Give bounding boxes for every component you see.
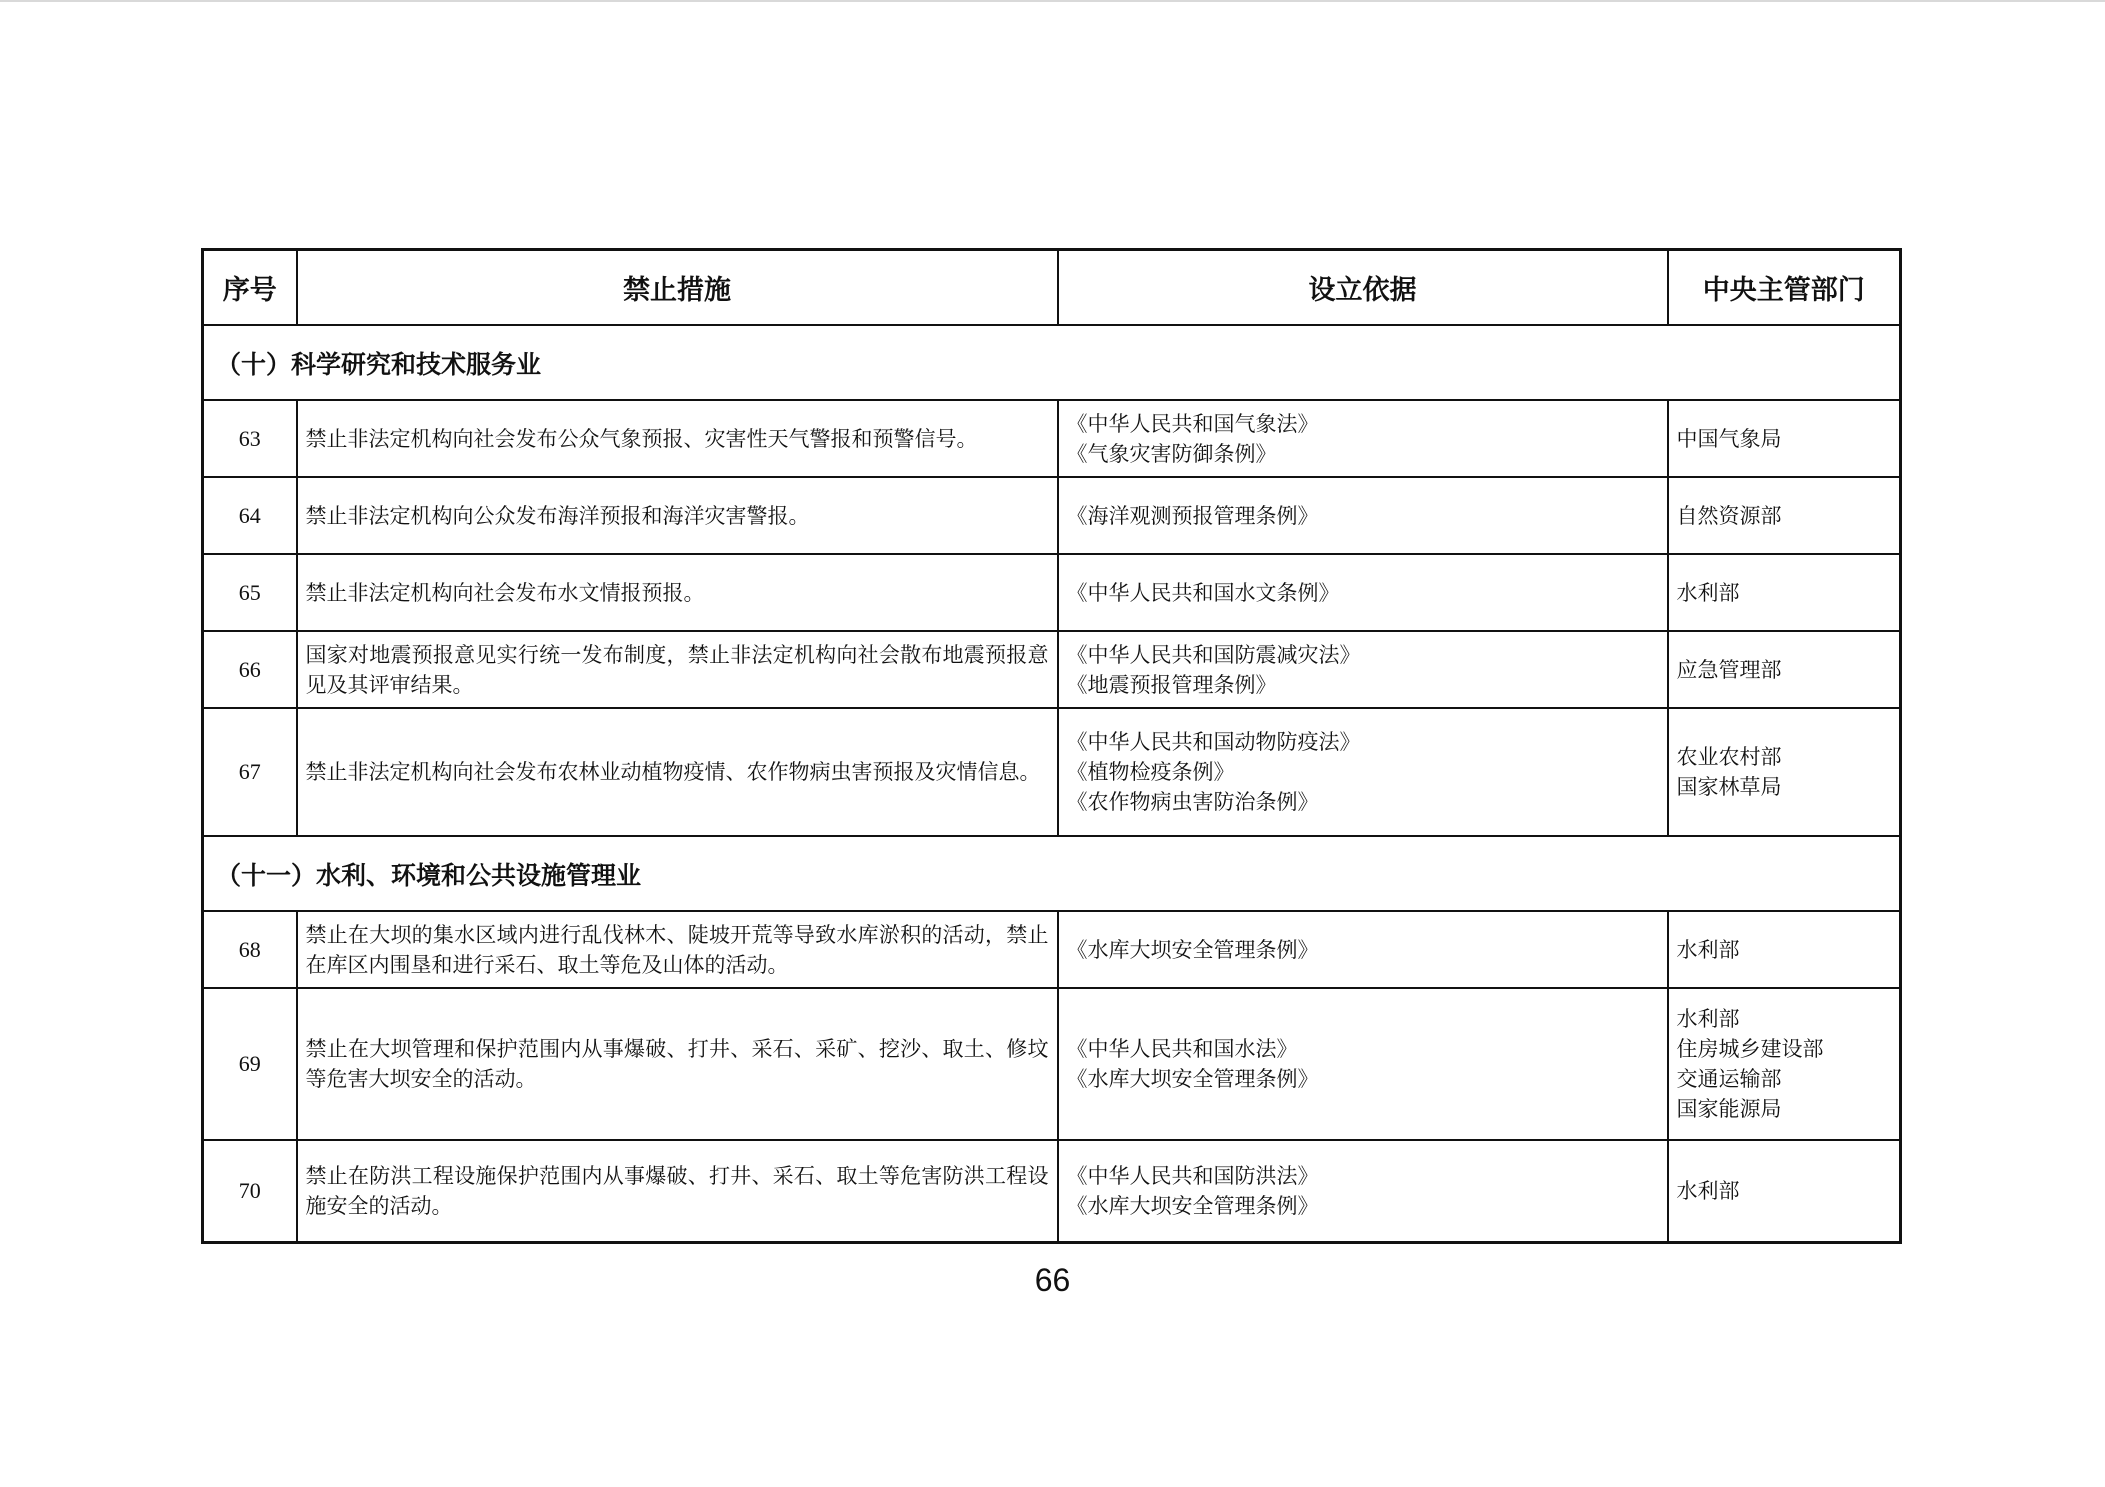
basis-cell	[1058, 988, 1668, 1140]
header-department: 中央主管部门	[1668, 250, 1901, 326]
top-border-line	[0, 0, 2105, 2]
row-number: 65	[203, 554, 297, 631]
table-row	[203, 988, 1901, 1140]
basis-line: 《水库大坝安全管理条例》	[1066, 1193, 1319, 1218]
department-line: 水利部	[1676, 1007, 1740, 1031]
basis-line: 《中华人民共和国动物防疫法》	[1066, 730, 1361, 754]
basis-line: 《中华人民共和国水法》	[1066, 1037, 1298, 1061]
measure-text: 禁止在大坝的集水区域内进行乱伐林木、陡坡开荒等导致水库淤积的活动，禁止在库区内围垦和进行采石、取土等危及山体的活动。	[297, 911, 1058, 988]
basis-cell	[1058, 911, 1668, 988]
table-row	[203, 708, 1901, 836]
header-measure: 禁止措施	[297, 250, 1058, 326]
row-number: 66	[203, 631, 297, 708]
header-serial: 序号	[203, 250, 297, 326]
row-number: 69	[203, 988, 297, 1140]
basis-line: 《海洋观测预报管理条例》	[1066, 503, 1319, 528]
basis-cell	[1058, 1140, 1668, 1242]
department-cell	[1668, 1140, 1901, 1242]
department-cell	[1668, 477, 1901, 554]
department-line: 水利部	[1676, 1178, 1740, 1203]
department-cell	[1668, 631, 1901, 708]
department-line: 国家林草局	[1676, 775, 1782, 799]
department-line: 住房城乡建设部	[1676, 1037, 1824, 1061]
row-number: 68	[203, 911, 297, 988]
table-row	[203, 1140, 1901, 1242]
table-row	[203, 477, 1901, 554]
basis-line: 《中华人民共和国水文条例》	[1066, 580, 1340, 605]
row-number: 70	[203, 1140, 297, 1242]
measure-text: 禁止非法定机构向社会发布公众气象预报、灾害性天气警报和预警信号。	[297, 400, 1058, 477]
basis-line: 《水库大坝安全管理条例》	[1066, 937, 1319, 962]
prohibition-table	[201, 248, 1902, 1244]
department-line: 农业农村部	[1676, 745, 1782, 769]
department-cell	[1668, 988, 1901, 1140]
measure-text: 禁止非法定机构向公众发布海洋预报和海洋灾害警报。	[297, 477, 1058, 554]
basis-cell	[1058, 631, 1668, 708]
department-cell	[1668, 708, 1901, 836]
section-title: （十）科学研究和技术服务业	[203, 325, 1901, 400]
basis-line: 《地震预报管理条例》	[1066, 672, 1277, 697]
department-cell	[1668, 911, 1901, 988]
header-basis: 设立依据	[1058, 250, 1668, 326]
basis-cell	[1058, 477, 1668, 554]
row-number: 63	[203, 400, 297, 477]
basis-line: 《植物检疫条例》	[1066, 760, 1235, 784]
measure-text: 禁止非法定机构向社会发布水文情报预报。	[297, 554, 1058, 631]
table-row	[203, 911, 1901, 988]
department-line: 自然资源部	[1676, 503, 1782, 528]
basis-cell	[1058, 708, 1668, 836]
department-line: 应急管理部	[1676, 657, 1782, 682]
basis-line: 《水库大坝安全管理条例》	[1066, 1067, 1319, 1091]
section-row	[203, 325, 1901, 400]
department-line: 国家能源局	[1676, 1097, 1782, 1121]
basis-line: 《中华人民共和国气象法》	[1066, 411, 1319, 436]
basis-line: 《中华人民共和国防洪法》	[1066, 1163, 1319, 1188]
section-title: （十一）水利、环境和公共设施管理业	[203, 836, 1901, 911]
basis-line: 《气象灾害防御条例》	[1066, 441, 1277, 466]
measure-text: 禁止在大坝管理和保护范围内从事爆破、打井、采石、采矿、挖沙、取土、修坟等危害大坝安全的活动。	[297, 988, 1058, 1140]
measure-text: 禁止非法定机构向社会发布农林业动植物疫情、农作物病虫害预报及灾情信息。	[297, 708, 1058, 836]
basis-line: 《农作物病虫害防治条例》	[1066, 790, 1319, 814]
table-row	[203, 631, 1901, 708]
measure-text: 禁止在防洪工程设施保护范围内从事爆破、打井、采石、取土等危害防洪工程设施安全的活动。	[297, 1140, 1058, 1242]
department-line: 水利部	[1676, 580, 1740, 605]
row-number: 67	[203, 708, 297, 836]
department-line: 水利部	[1676, 937, 1740, 962]
department-cell	[1668, 554, 1901, 631]
department-line: 中国气象局	[1676, 426, 1782, 451]
table-row	[203, 554, 1901, 631]
page-number: 66	[1034, 1262, 1071, 1298]
department-cell	[1668, 400, 1901, 477]
basis-line: 《中华人民共和国防震减灾法》	[1066, 642, 1361, 667]
table-row	[203, 400, 1901, 477]
basis-cell	[1058, 554, 1668, 631]
measure-text: 国家对地震预报意见实行统一发布制度，禁止非法定机构向社会散布地震预报意见及其评审结果。	[297, 631, 1058, 708]
row-number: 64	[203, 477, 297, 554]
table-header-row	[203, 250, 1901, 326]
basis-cell	[1058, 400, 1668, 477]
department-line: 交通运输部	[1676, 1067, 1782, 1091]
section-row	[203, 836, 1901, 911]
